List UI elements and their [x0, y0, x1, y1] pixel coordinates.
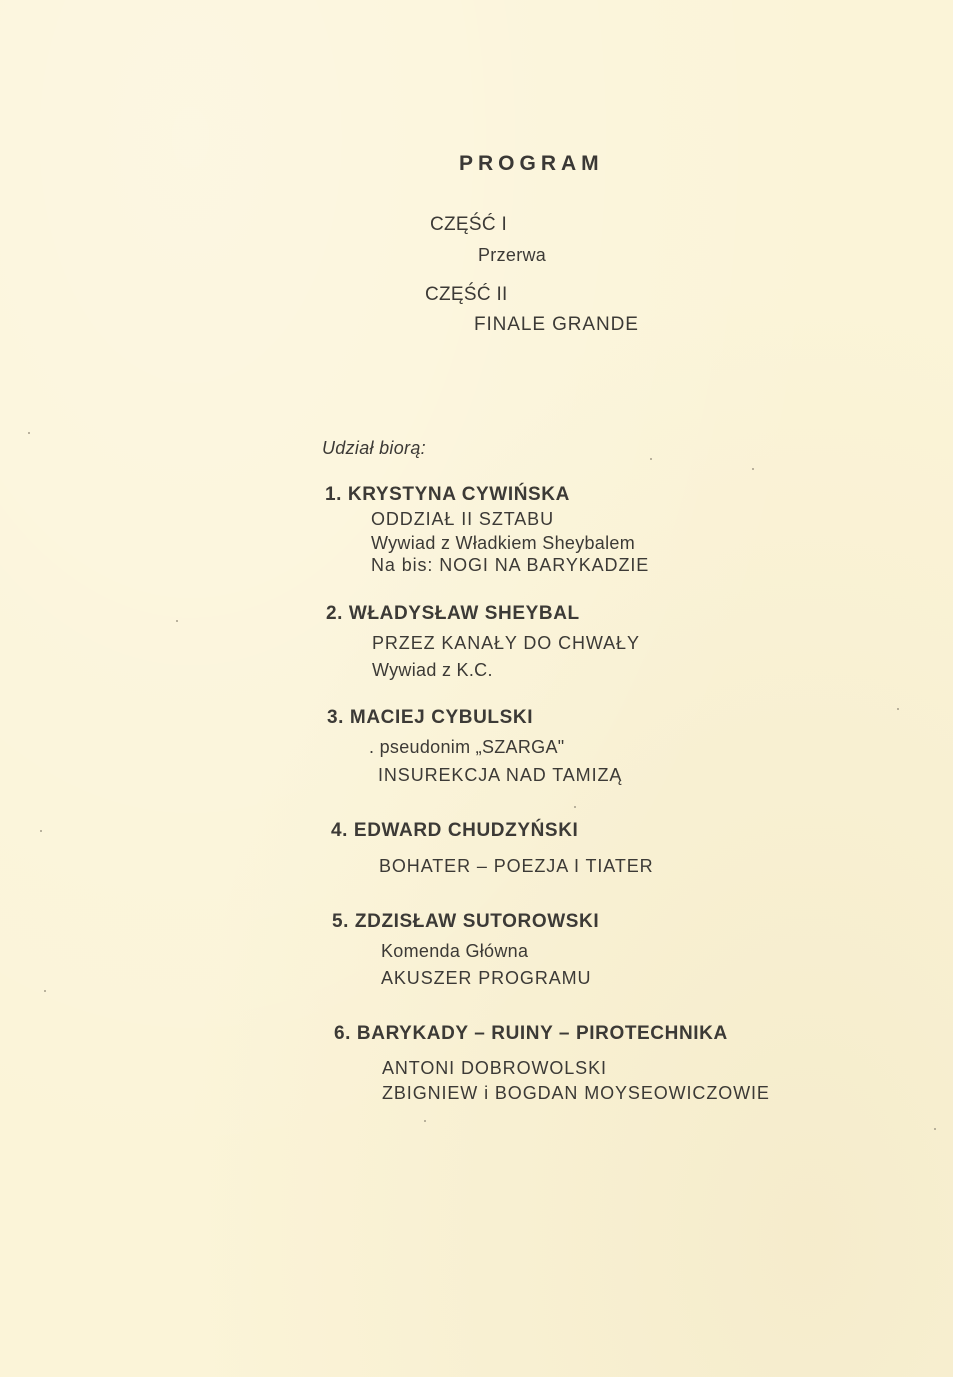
cast-entry-line: PRZEZ KANAŁY DO CHWAŁY: [372, 633, 640, 653]
cast-entry-name-3: 3. MACIEJ CYBULSKI: [327, 707, 534, 728]
cast-entry-line: Komenda Główna: [381, 941, 529, 961]
cast-entry-name-5: 5. ZDZISŁAW SUTOROWSKI: [332, 911, 600, 932]
page-title: PROGRAM: [459, 152, 604, 175]
cast-entry-name-6: 6. BARYKADY – RUINY – PIROTECHNIKA: [334, 1023, 728, 1044]
paper-speck: [28, 432, 30, 434]
paper-speck: [897, 708, 899, 710]
paper-speck: [40, 830, 42, 832]
cast-entry-line: ODDZIAŁ II SZTABU: [371, 509, 554, 529]
cast-entry-name-4: 4. EDWARD CHUDZYŃSKI: [331, 820, 579, 841]
paper-speck: [44, 990, 46, 992]
intermission-label: Przerwa: [478, 245, 547, 265]
cast-entry-line: Na bis: NOGI NA BARYKADZIE: [371, 555, 650, 575]
cast-entry-name-1: 1. KRYSTYNA CYWIŃSKA: [325, 484, 570, 505]
cast-entry-line: . pseudonim „SZARGA": [369, 737, 565, 757]
cast-entry-line: Wywiad z Władkiem Sheybalem: [371, 533, 636, 553]
cast-entry-line: ZBIGNIEW i BOGDAN MOYSEOWICZOWIE: [382, 1083, 770, 1103]
cast-entry-line: INSUREKCJA NAD TAMIZĄ: [378, 765, 623, 785]
paper-speck: [176, 620, 178, 622]
paper-speck: [424, 1120, 426, 1122]
paper-speck: [574, 806, 576, 808]
paper-speck: [752, 468, 754, 470]
cast-entry-name-2: 2. WŁADYSŁAW SHEYBAL: [326, 603, 580, 624]
paper-speck: [650, 458, 652, 460]
cast-entry-line: BOHATER – POEZJA I TIATER: [379, 856, 654, 876]
cast-entry-line: AKUSZER PROGRAMU: [381, 968, 592, 988]
cast-intro: Udział biorą:: [322, 438, 426, 458]
part-one-label: CZĘŚĆ I: [430, 214, 508, 235]
part-two-label: CZĘŚĆ II: [425, 284, 508, 305]
finale-label: FINALE GRANDE: [474, 314, 639, 335]
cast-entry-line: Wywiad z K.C.: [372, 660, 493, 680]
cast-entry-line: ANTONI DOBROWOLSKI: [382, 1058, 607, 1078]
paper-speck: [934, 1128, 936, 1130]
